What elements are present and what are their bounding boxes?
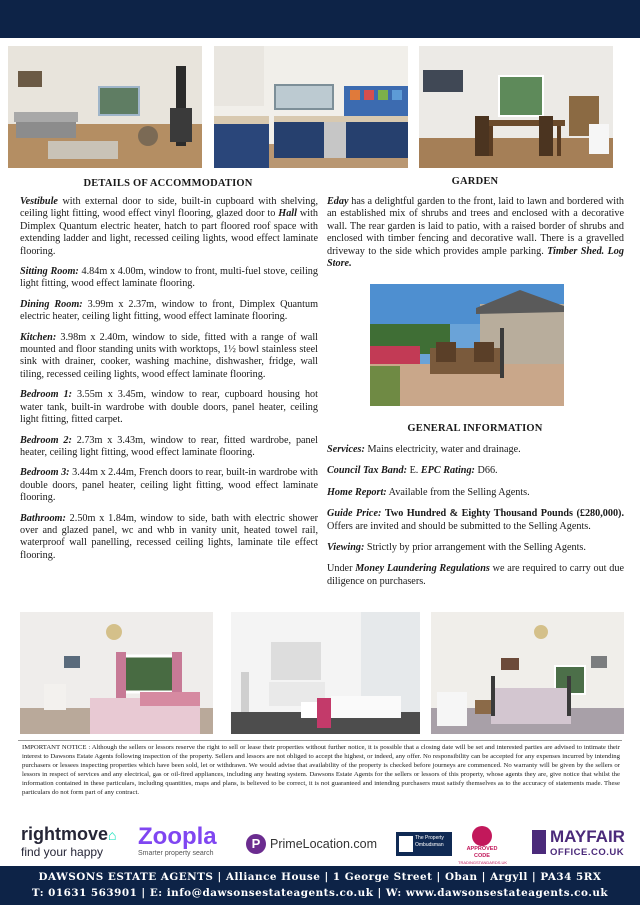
garden-paragraph: Eday has a delightful garden to the front, laid to lawn and bordered with an established mix of shrubs and trees and enclosed with a decorative wall. The rear garden is laid to patio, with a raised border of shrubs and enclosed with timber fencing and decorative wall. There is a gravelled driveway to the side which provides ample parking. Timber Shed. Log Store. [327,196,624,270]
photo-garden-patio [370,284,564,406]
important-notice: IMPORTANT NOTICE : Although the sellers or lessors reserve the right to sell or lease their properties without further notice, it is possible that a closing date will be set and interested parties are advised to intimate their interest to Dawsons Estate Agents following inspection of the property. Sellers and lessors are not obliged to accept the highest, or indeed, any offer. No responsibility can be accepted for any expenses incurred by intending purchasers or lessees inspecting properties which have been sold, let or withdrawn. We would advise that availability of the property is checked before journeys are commenced. No warranty will be given by the sellers or lessors in respect of services and any electrical, gas or oil-fired appliances, including any heating system. Dawsons Estate Agents for the sellers or lessors of this property, whose agents they are, give notice that whilst the information contained in these particulars, including quantities, maps and plans, is believed to be correct, it is not guaranteed and intending purchasers must satisfy themselves as to the accuracy of statements made. These particulars do not form part of any contract. [22,744,620,797]
rightmove-logo[interactable]: rightmove⌂ find your happy [21,824,117,859]
garden-column [327,196,624,278]
info-council-tax: Council Tax Band: E. EPC Rating: D66. [327,465,498,477]
primelocation-logo[interactable]: P PrimeLocation.com [246,824,386,864]
info-viewing: Viewing: Strictly by prior arrangement with the Selling Agents. [327,542,586,554]
general-info-heading: GENERAL INFORMATION [407,423,543,434]
footer-contact: T: 01631 563901 | E: info@dawsonsestateagents.co.uk | W: www.dawsonsestateagents.co.uk [31,886,609,899]
room-sitting-room: Sitting Room: 4.84m x 4.00m, window to front, multi-fuel stove, ceiling light fitting, wood effect laminate flooring. [20,266,318,290]
info-home-report: Home Report: Available from the Selling Agents. [327,486,530,498]
photo-dining-room [419,46,613,168]
property-ombudsman-logo[interactable]: The Property Ombudsman [396,832,452,856]
photo-bathroom [231,612,420,734]
zoopla-logo[interactable]: Zoopla Smarter property search [138,823,217,857]
room-kitchen: Kitchen: 3.98m x 2.40m, window to side, fitted with a range of wall mounted and floor standing units with worktops, 1½ bowl stainless steel sink with drainer, cooker, washing machine, dishwasher, fridge, wall tiling, recessed ceiling lights, wood effect laminate flooring. [20,331,318,380]
garden-heading: GARDEN [451,176,499,187]
photo-kitchen [214,46,408,168]
info-guide-price: Guide Price: Two Hundred & Eighty Thousand Pounds (£280,000). Offers are invited and should be submitted to the Selling Agents. [327,508,624,532]
room-bedroom-2: Bedroom 2: 2.73m x 3.43m, window to rear, fitted wardrobe, panel heater, ceiling light fitting, wood effect laminate flooring. [20,434,319,458]
primelocation-p-icon: P [246,834,266,854]
accommodation-column [20,196,318,570]
agency-footer [0,866,640,905]
ombudsman-icon [399,836,413,852]
info-services: Services: Mains electricity, water and drainage. [327,444,521,455]
general-info-column [327,444,624,596]
photo-bedroom-b [431,612,624,734]
notice-divider [18,740,622,741]
info-money-laundering: Under Money Laundering Regulations we are required to carry out due diligence on purchasers. [327,563,624,587]
mayfair-office-logo[interactable]: MAYFAIR OFFICE.CO.UK [532,824,622,864]
room-dining-room: Dining Room: 3.99m x 2.37m, window to front, Dimplex Quantum electric heater, ceiling light fitting, wood effect laminate flooring. [20,298,318,323]
approved-code-logo[interactable]: APPROVED CODE TRADINGSTANDARDS.UK [458,824,506,864]
house-icon: ⌂ [108,827,117,843]
mayfair-building-icon [532,830,546,854]
accommodation-heading: DETAILS OF ACCOMMODATION [83,178,253,189]
room-bedroom-3: Bedroom 3: 3.44m x 2.44m, French doors to rear, built-in wardrobe with double doors, panel heater, ceiling light fitting, wood effect laminate flooring. [20,467,318,504]
approved-code-icon [472,826,492,846]
photo-bedroom-a [20,612,213,734]
photo-sitting-room [8,46,202,168]
room-bedroom-1: Bedroom 1: 3.55m x 3.45m, window to rear, cupboard housing hot water tank, built-in wardrobe with double doors, panel heater, ceiling light fitting, fitted carpet. [20,389,318,426]
footer-address: DAWSONS ESTATE AGENTS | Alliance House | 1 George Street | Oban | Argyll | PA34 5RX [38,871,602,883]
portal-logos [18,823,625,865]
room-bathroom: Bathroom: 2.50m x 1.84m, window to side, bath with electric shower over and glazed panel, wc and whb in vanity unit, heated towel rail, waterproof wall panelling, recessed ceiling lights, laminate tile effect flooring. [20,512,318,561]
vestibule-hall-paragraph: Vestibule with external door to side, built-in cupboard with shelving, ceiling light fitting, wood effect vinyl flooring, glazed door to Hall with Dimplex Quantum electric heater, hatch to part floored roof space with extending ladder and light, recessed ceiling lights, wood effect laminate flooring. [20,196,318,257]
top-banner [0,0,640,38]
